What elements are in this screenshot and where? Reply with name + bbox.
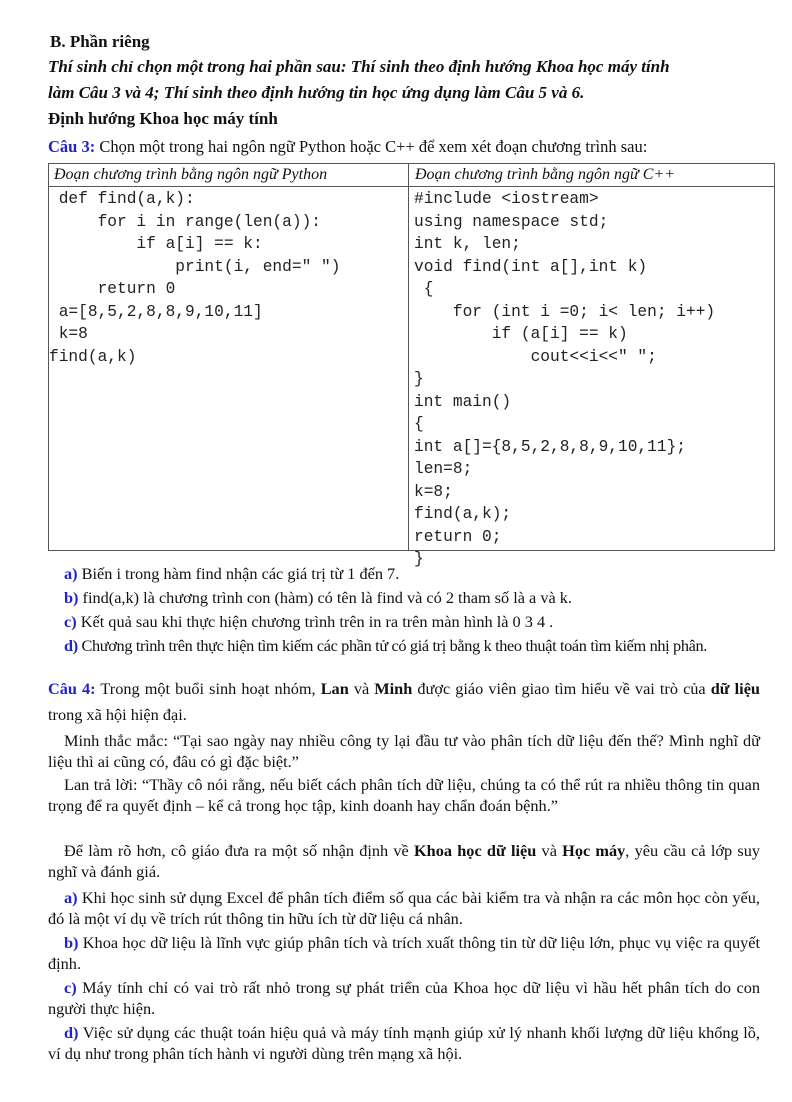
code-line: } xyxy=(414,370,424,388)
code-line: find(a,k); xyxy=(414,505,512,523)
question-4-label: Câu 4: xyxy=(48,679,96,698)
q4-text: được giáo viên giao tìm hiểu về vai trò của xyxy=(412,679,711,698)
code-line: using namespace std; xyxy=(414,212,609,231)
code-line: for (int i =0; i< len; i++) xyxy=(414,302,716,321)
python-column-header: Đoạn chương trình bằng ngôn ngữ Python xyxy=(54,166,328,183)
code-line: cout<<i<<" "; xyxy=(414,347,657,366)
statement-label: a) xyxy=(64,888,78,907)
code-line: return 0 xyxy=(49,280,176,298)
code-line: find(a,k) xyxy=(49,347,137,366)
statement-text: Kết quả sau khi thực hiện chương trình trên in ra trên màn hình là 0 3 4 . xyxy=(76,612,554,631)
python-code-block xyxy=(49,188,340,368)
code-line: if (a[i] == k) xyxy=(414,325,628,343)
header-divider xyxy=(49,186,774,187)
q4-statement-b xyxy=(48,932,760,974)
question-4-prompt xyxy=(48,676,760,728)
term-data-science: Khoa học dữ liệu xyxy=(414,841,537,860)
code-line: #include <iostream> xyxy=(414,190,599,208)
statement-label: d) xyxy=(64,636,78,655)
code-line: int main() xyxy=(414,392,512,411)
code-line: return 0; xyxy=(414,527,502,546)
question-3-text: Chọn một trong hai ngôn ngữ Python hoặc C++ để xem xét đoạn chương trình sau: xyxy=(95,137,648,156)
q3-statement-b xyxy=(48,587,760,608)
column-divider xyxy=(408,164,409,550)
q3-statements xyxy=(48,563,760,656)
direction-title: Định hướng Khoa học máy tính xyxy=(48,109,278,128)
code-line: if a[i] == k: xyxy=(49,235,263,253)
statement-text: Chương trình trên thực hiện tìm kiếm các phần tử có giá trị bằng k theo thuật toán tìm kiếm nhị phân. xyxy=(77,636,708,655)
q3-statement-c xyxy=(48,611,760,632)
code-line: int k, len; xyxy=(414,235,521,253)
statement-label: a) xyxy=(64,564,78,583)
question-3-label: Câu 3: xyxy=(48,137,96,156)
q4-text: Trong một buổi sinh hoạt nhóm, xyxy=(95,679,321,698)
statement-label: c) xyxy=(64,612,77,631)
q4-text: và xyxy=(348,679,375,698)
teacher-text: Để làm rõ hơn, cô giáo đưa ra một số nhận định về xyxy=(64,841,415,860)
minh-quote: Minh thắc mắc: “Tại sao ngày nay nhiều công ty lại đầu tư vào phân tích dữ liệu đến thế? Mình nghĩ dữ liệu thì ai cũng có, đâu có gì đặc biệt.” xyxy=(48,731,760,771)
statement-text: Máy tính chỉ có vai trò rất nhỏ trong sự phát triển của Khoa học dữ liệu vì hầu hết phân tích do con người thực hiện. xyxy=(48,978,760,1018)
instructions-line-2: làm Câu 3 và 4; Thí sinh theo định hướng tin học ứng dụng làm Câu 5 và 6. xyxy=(48,83,585,102)
code-line: a=[8,5,2,8,8,9,10,11] xyxy=(49,302,263,321)
statement-label: c) xyxy=(64,978,77,997)
term-du-lieu: dữ liệu xyxy=(710,679,760,698)
name-lan: Lan xyxy=(320,679,349,698)
code-line: { xyxy=(414,280,434,298)
name-minh: Minh xyxy=(374,679,413,698)
question-3-prompt xyxy=(48,137,647,157)
teacher-statement xyxy=(48,840,760,882)
q4-text: trong xã hội hiện đại. xyxy=(48,705,187,724)
q3-statement-a xyxy=(48,563,760,584)
code-comparison-table xyxy=(48,163,775,568)
statement-text: Việc sử dụng các thuật toán hiệu quả và máy tính mạnh giúp xử lý nhanh khối lượng dữ liệu khổng lồ, ví dụ như trong phân tích hành vi người dùng trên mạng xã hội. xyxy=(48,1023,760,1063)
cpp-code-block xyxy=(414,188,715,571)
statement-text: Khi học sinh sử dụng Excel để phân tích điểm số qua các bài kiểm tra và nhận ra các môn học còn yếu, đó là một ví dụ về trích rút thông tin hữu ích từ dữ liệu cá nhân. xyxy=(48,888,760,928)
q4-statement-d xyxy=(48,1022,760,1064)
code-line: int a[]={8,5,2,8,8,9,10,11}; xyxy=(414,437,686,456)
code-line: } xyxy=(414,550,424,568)
cpp-column-header: Đoạn chương trình bằng ngôn ngữ C++ xyxy=(415,166,676,183)
code-line: k=8 xyxy=(49,325,88,343)
statement-label: b) xyxy=(64,933,79,952)
q4-statement-c xyxy=(48,977,760,1019)
statement-text: find(a,k) là chương trình con (hàm) có tên là find và có 2 tham số là a và k. xyxy=(78,588,572,607)
code-line: def find(a,k): xyxy=(49,190,195,208)
code-line: print(i, end=" ") xyxy=(49,257,341,276)
lan-quote: Lan trả lời: “Thầy cô nói rằng, nếu biết cách phân tích dữ liệu, chúng ta có thể rút ra nhiều thông tin quan trọng để ra quyết định – kể cả trong học tập, kinh doanh hay chẩn đoán bệnh.” xyxy=(48,775,760,815)
term-machine-learning: Học máy xyxy=(562,841,626,860)
teacher-text: và xyxy=(536,841,563,860)
code-line: { xyxy=(414,415,424,433)
code-line: void find(int a[],int k) xyxy=(414,257,648,276)
q3-statement-d xyxy=(48,635,760,656)
statement-label: b) xyxy=(64,588,79,607)
statement-text: Biến i trong hàm find nhận các giá trị từ 1 đến 7. xyxy=(77,564,400,583)
statement-label: d) xyxy=(64,1023,79,1042)
code-line: for i in range(len(a)): xyxy=(49,212,321,231)
q4-statement-a xyxy=(48,887,760,929)
instructions-line-1: Thí sinh chỉ chọn một trong hai phần sau: Thí sinh theo định hướng Khoa học máy tính xyxy=(48,57,670,76)
code-line: k=8; xyxy=(414,482,453,501)
section-title: B. Phần riêng xyxy=(50,32,150,51)
code-line: len=8; xyxy=(414,460,473,478)
statement-text: Khoa học dữ liệu là lĩnh vực giúp phân tích và trích xuất thông tin từ dữ liệu lớn, phục vụ việc ra quyết định. xyxy=(48,933,760,973)
teacher-text: , yêu cầu cả lớp suy nghĩ và đánh giá. xyxy=(48,841,760,881)
